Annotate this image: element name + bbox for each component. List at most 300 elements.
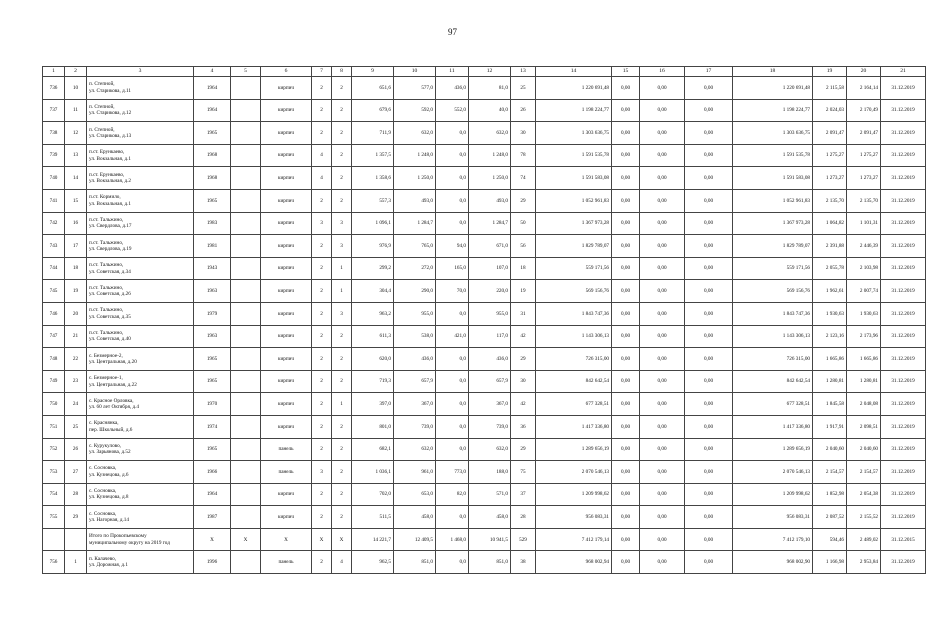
cell-row-number: 753: [43, 461, 65, 484]
cell-total-area: 1 096,1: [352, 212, 394, 235]
cell-budget-amount: 0,00: [640, 506, 685, 529]
cell-deadline-date: 31.12.2019: [881, 551, 926, 574]
address-line-2: ул. Центральная, д.22: [89, 381, 137, 388]
address-line-1: п.ст. Тальжино,: [89, 239, 124, 246]
cell-fund-amount: 0,00: [612, 370, 640, 393]
column-number: 19: [813, 67, 847, 77]
cell-wall-material: кирпич: [261, 189, 312, 212]
cell-budget-amount: 0,00: [640, 122, 685, 145]
cell-deadline-date: 31.12.2019: [881, 415, 926, 438]
cell-residents: 19: [511, 280, 536, 303]
cell-municipal-area: 851,0: [469, 551, 511, 574]
cell-entrances: 2: [332, 144, 352, 167]
cell-private-area: 552,0: [436, 99, 469, 122]
cell-fund-amount: 0,00: [612, 438, 640, 461]
cell-fund-amount: 0,00: [612, 257, 640, 280]
cell-year-built: 1968: [194, 167, 231, 190]
cell-total-cost: 968 002,94: [536, 551, 612, 574]
cell-max-unit-cost: 2 489,02: [847, 528, 881, 551]
cell-year-built: 1964: [194, 99, 231, 122]
cell-wall-material: кирпич: [261, 99, 312, 122]
cell-sub-number: 10: [65, 77, 87, 100]
address-line-1: с. Сосновка,: [89, 488, 117, 495]
cell-residents: 42: [511, 325, 536, 348]
cell-total-area: 611,3: [352, 325, 394, 348]
cell-private-area: 0,0: [436, 438, 469, 461]
cell-total-cost: 1 303 636,75: [536, 122, 612, 145]
cell-residents: 75: [511, 461, 536, 484]
cell-column-5: [231, 212, 261, 235]
cell-budget-amount: 0,00: [640, 438, 685, 461]
cell-municipal-area: 632,0: [469, 122, 511, 145]
cell-row-number: 739: [43, 144, 65, 167]
cell-private-area: 0,0: [436, 122, 469, 145]
cell-deadline-date: 31.12.2019: [881, 438, 926, 461]
cell-address: [87, 528, 194, 551]
table-row: [43, 325, 926, 348]
cell-column-5: [231, 77, 261, 100]
cell-unit-cost: 2 123,16: [813, 325, 847, 348]
cell-residential-area: 538,0: [394, 325, 436, 348]
cell-residents: 29: [511, 438, 536, 461]
table-row: [43, 528, 926, 551]
address-line-2: ул. Дорожная, д.1: [89, 562, 128, 569]
cell-sub-number: 29: [65, 506, 87, 529]
cell-unit-cost: 1 280,81: [813, 370, 847, 393]
cell-budget-amount: 0,00: [640, 370, 685, 393]
cell-max-unit-cost: 1 665,86: [847, 348, 881, 371]
cell-total-area: 651,6: [352, 77, 394, 100]
cell-residents: 74: [511, 167, 536, 190]
cell-sub-number: 24: [65, 393, 87, 416]
column-number: 18: [733, 67, 813, 77]
cell-total-area: 511,5: [352, 506, 394, 529]
cell-column-5: [231, 122, 261, 145]
cell-budget-amount: 0,00: [640, 280, 685, 303]
cell-residents: 36: [511, 415, 536, 438]
cell-wall-material: кирпич: [261, 483, 312, 506]
cell-floors: 2: [312, 483, 332, 506]
cell-fund-amount: 0,00: [612, 461, 640, 484]
cell-residential-area: 961,0: [394, 461, 436, 484]
cell-entrances: 2: [332, 122, 352, 145]
cell-owners-amount: 0,00: [685, 348, 733, 371]
table-row: [43, 167, 926, 190]
cell-floors: 2: [312, 235, 332, 258]
address-line-2: ул. Старикова, д.13: [89, 132, 132, 139]
cell-sub-number: 28: [65, 483, 87, 506]
cell-total-cost: 1 591 535,78: [536, 144, 612, 167]
address-line-2: ул. Зарьянова, д.52: [89, 449, 131, 456]
cell-private-area: 94,0: [436, 235, 469, 258]
cell-max-unit-cost: 1 273,27: [847, 167, 881, 190]
address-line-2: ул. Советская, д.40: [89, 336, 131, 343]
cell-floors: 2: [312, 415, 332, 438]
cell-row-number: 738: [43, 122, 65, 145]
cell-max-unit-cost: 2 953,84: [847, 551, 881, 574]
cell-entrances: 2: [332, 99, 352, 122]
cell-private-area: 0,0: [436, 144, 469, 167]
address-line-1: п.ст. Тальжино,: [89, 284, 124, 291]
cell-total-cost: 559 171,56: [536, 257, 612, 280]
address-line-1: п.ст. Тальжино,: [89, 307, 124, 314]
cell-floors: X: [312, 528, 332, 551]
cell-owners-amount: 0,00: [685, 189, 733, 212]
cell-column-5: [231, 99, 261, 122]
cell-sub-number: 11: [65, 99, 87, 122]
cell-wall-material: кирпич: [261, 393, 312, 416]
cell-wall-material: панель: [261, 461, 312, 484]
cell-owners-amount: 0,00: [685, 438, 733, 461]
cell-municipal-area: 436,0: [469, 348, 511, 371]
cell-budget-amount: 0,00: [640, 167, 685, 190]
cell-deadline-date: 31.12.2019: [881, 167, 926, 190]
cell-total-amount: 1 052 961,83: [733, 189, 813, 212]
address-line-2: пер. Школьный, д.6: [89, 426, 133, 433]
table-row: [43, 280, 926, 303]
cell-private-area: 0,0: [436, 393, 469, 416]
cell-floors: 2: [312, 77, 332, 100]
column-number: 10: [394, 67, 436, 77]
address-line-1: п. Степной,: [89, 126, 115, 133]
cell-sub-number: 26: [65, 438, 87, 461]
cell-wall-material: кирпич: [261, 280, 312, 303]
cell-floors: 4: [312, 144, 332, 167]
cell-owners-amount: 0,00: [685, 393, 733, 416]
cell-residents: 31: [511, 302, 536, 325]
cell-total-area: 397,0: [352, 393, 394, 416]
table-row: [43, 99, 926, 122]
table-row: [43, 302, 926, 325]
cell-year-built: 1963: [194, 280, 231, 303]
cell-budget-amount: 0,00: [640, 77, 685, 100]
cell-total-area: 304,4: [352, 280, 394, 303]
cell-residents: 18: [511, 257, 536, 280]
cell-municipal-area: 657,9: [469, 370, 511, 393]
cell-max-unit-cost: 2 164,14: [847, 77, 881, 100]
cell-wall-material: кирпич: [261, 370, 312, 393]
column-number: 14: [536, 67, 612, 77]
table-row: [43, 551, 926, 574]
cell-address: [87, 348, 194, 371]
cell-max-unit-cost: 2 091,47: [847, 122, 881, 145]
column-number: 12: [469, 67, 511, 77]
cell-total-amount: 1 417 336,80: [733, 415, 813, 438]
cell-row-number: 744: [43, 257, 65, 280]
cell-residential-area: 851,0: [394, 551, 436, 574]
address-line-2: ул. Свердлова, д.17: [89, 223, 132, 230]
cell-sub-number: 22: [65, 348, 87, 371]
cell-fund-amount: 0,00: [612, 348, 640, 371]
cell-residential-area: 1 248,0: [394, 144, 436, 167]
cell-address: [87, 280, 194, 303]
cell-residential-area: 272,0: [394, 257, 436, 280]
cell-floors: 2: [312, 438, 332, 461]
cell-sub-number: 16: [65, 212, 87, 235]
cell-address: [87, 122, 194, 145]
cell-total-area: 14 221,7: [352, 528, 394, 551]
cell-total-cost: 1 591 583,08: [536, 167, 612, 190]
cell-row-number: 748: [43, 348, 65, 371]
cell-total-amount: 1 198 224,77: [733, 99, 813, 122]
cell-unit-cost: 1 273,27: [813, 167, 847, 190]
cell-total-amount: 7 412 179,10: [733, 528, 813, 551]
cell-max-unit-cost: 2 170,49: [847, 99, 881, 122]
cell-column-5: [231, 370, 261, 393]
cell-municipal-area: 671,0: [469, 235, 511, 258]
cell-deadline-date: 31.12.2019: [881, 483, 926, 506]
address-line-1: п.ст. Тальжино,: [89, 216, 124, 223]
cell-municipal-area: 739,0: [469, 415, 511, 438]
address-line-1: п.ст. Ерункаево,: [89, 171, 125, 178]
address-line-1: с. Безмерное-2,: [89, 352, 123, 359]
address-line-1: п.ст. Тальжино,: [89, 262, 124, 269]
cell-floors: 2: [312, 506, 332, 529]
cell-row-number: 743: [43, 235, 65, 258]
cell-max-unit-cost: 2 048,08: [847, 393, 881, 416]
cell-total-amount: 1 843 747,36: [733, 302, 813, 325]
cell-address: [87, 257, 194, 280]
cell-residential-area: 653,0: [394, 483, 436, 506]
cell-residential-area: 367,0: [394, 393, 436, 416]
cell-sub-number: 12: [65, 122, 87, 145]
cell-total-area: 682,1: [352, 438, 394, 461]
cell-floors: 3: [312, 212, 332, 235]
cell-row-number: 740: [43, 167, 65, 190]
cell-fund-amount: 0,00: [612, 506, 640, 529]
address-line-2: муниципальному округу на 2019 год: [89, 539, 170, 546]
cell-entrances: 1: [332, 257, 352, 280]
cell-row-number: 752: [43, 438, 65, 461]
cell-wall-material: кирпич: [261, 415, 312, 438]
cell-budget-amount: 0,00: [640, 325, 685, 348]
cell-owners-amount: 0,00: [685, 506, 733, 529]
cell-residents: 30: [511, 370, 536, 393]
cell-residents: 42: [511, 393, 536, 416]
cell-municipal-area: 367,0: [469, 393, 511, 416]
cell-private-area: 70,0: [436, 280, 469, 303]
cell-sub-number: 13: [65, 144, 87, 167]
cell-column-5: X: [231, 528, 261, 551]
cell-floors: 2: [312, 302, 332, 325]
address-line-1: Итого по Прокопьевскому: [89, 533, 147, 540]
cell-municipal-area: 1 248,0: [469, 144, 511, 167]
cell-wall-material: X: [261, 528, 312, 551]
address-line-2: ул. Нагорная, д.14: [89, 517, 129, 524]
cell-municipal-area: 458,0: [469, 506, 511, 529]
cell-unit-cost: 2 024,03: [813, 99, 847, 122]
cell-fund-amount: 0,00: [612, 235, 640, 258]
address-line-1: п.ст. Тальжино,: [89, 329, 124, 336]
address-line-1: с. Краснянка,: [89, 420, 119, 427]
cell-year-built: 1964: [194, 483, 231, 506]
cell-total-cost: 1 052 961,83: [536, 189, 612, 212]
cell-owners-amount: 0,00: [685, 122, 733, 145]
cell-floors: 2: [312, 257, 332, 280]
cell-sub-number: 18: [65, 257, 87, 280]
cell-residents: 30: [511, 122, 536, 145]
table-row: [43, 461, 926, 484]
cell-owners-amount: 0,00: [685, 551, 733, 574]
cell-unit-cost: 1 845,58: [813, 393, 847, 416]
cell-row-number: 737: [43, 99, 65, 122]
cell-owners-amount: 0,00: [685, 415, 733, 438]
cell-unit-cost: 2 154,57: [813, 461, 847, 484]
cell-budget-amount: 0,00: [640, 189, 685, 212]
cell-municipal-area: 493,0: [469, 189, 511, 212]
cell-column-5: [231, 461, 261, 484]
cell-column-5: [231, 393, 261, 416]
cell-column-5: [231, 280, 261, 303]
cell-sub-number: 25: [65, 415, 87, 438]
cell-unit-cost: 1 275,27: [813, 144, 847, 167]
cell-residential-area: 632,0: [394, 122, 436, 145]
cell-fund-amount: 0,00: [612, 551, 640, 574]
cell-row-number: 750: [43, 393, 65, 416]
cell-column-5: [231, 325, 261, 348]
cell-year-built: 1996: [194, 551, 231, 574]
cell-residential-area: 458,0: [394, 506, 436, 529]
cell-fund-amount: 0,00: [612, 144, 640, 167]
cell-deadline-date: 31.12.2019: [881, 122, 926, 145]
cell-total-area: 719,3: [352, 370, 394, 393]
cell-address: [87, 167, 194, 190]
cell-row-number: 742: [43, 212, 65, 235]
cell-unit-cost: 2 040,60: [813, 438, 847, 461]
cell-sub-number: 20: [65, 302, 87, 325]
cell-address: [87, 483, 194, 506]
table-row: [43, 144, 926, 167]
cell-row-number: 736: [43, 77, 65, 100]
cell-entrances: X: [332, 528, 352, 551]
cell-owners-amount: 0,00: [685, 257, 733, 280]
cell-floors: 2: [312, 348, 332, 371]
cell-total-amount: 1 591 535,78: [733, 144, 813, 167]
column-number-header: [43, 67, 926, 77]
cell-private-area: 0,0: [436, 415, 469, 438]
cell-row-number: [43, 528, 65, 551]
cell-fund-amount: 0,00: [612, 302, 640, 325]
cell-budget-amount: 0,00: [640, 235, 685, 258]
cell-column-5: [231, 438, 261, 461]
cell-owners-amount: 0,00: [685, 280, 733, 303]
cell-owners-amount: 0,00: [685, 528, 733, 551]
column-number: 6: [261, 67, 312, 77]
cell-entrances: 2: [332, 461, 352, 484]
cell-total-area: 1 357,5: [352, 144, 394, 167]
cell-floors: 2: [312, 280, 332, 303]
cell-municipal-area: 571,0: [469, 483, 511, 506]
cell-owners-amount: 0,00: [685, 144, 733, 167]
cell-total-cost: 1 198 224,77: [536, 99, 612, 122]
cell-entrances: 2: [332, 483, 352, 506]
cell-total-amount: 559 171,56: [733, 257, 813, 280]
cell-year-built: 1968: [194, 144, 231, 167]
cell-total-amount: 842 642,54: [733, 370, 813, 393]
cell-sub-number: [65, 528, 87, 551]
cell-year-built: 1987: [194, 506, 231, 529]
cell-budget-amount: 0,00: [640, 99, 685, 122]
cell-column-5: [231, 348, 261, 371]
cell-total-area: 801,0: [352, 415, 394, 438]
cell-max-unit-cost: 2 040,60: [847, 438, 881, 461]
cell-entrances: 2: [332, 348, 352, 371]
cell-floors: 4: [312, 167, 332, 190]
cell-floors: 2: [312, 99, 332, 122]
column-number: 7: [312, 67, 332, 77]
cell-total-area: 557,3: [352, 189, 394, 212]
cell-fund-amount: 0,00: [612, 483, 640, 506]
cell-fund-amount: 0,00: [612, 415, 640, 438]
cell-total-cost: 1 209 998,62: [536, 483, 612, 506]
cell-total-amount: 1 303 636,75: [733, 122, 813, 145]
table-row: [43, 393, 926, 416]
cell-private-area: 773,0: [436, 461, 469, 484]
cell-floors: 2: [312, 122, 332, 145]
cell-owners-amount: 0,00: [685, 302, 733, 325]
cell-unit-cost: 2 391,88: [813, 235, 847, 258]
cell-year-built: 1981: [194, 235, 231, 258]
cell-budget-amount: 0,00: [640, 551, 685, 574]
column-number: 8: [332, 67, 352, 77]
cell-total-amount: 677 328,51: [733, 393, 813, 416]
cell-address: [87, 370, 194, 393]
cell-deadline-date: 31.12.2019: [881, 461, 926, 484]
cell-total-amount: 968 002,90: [733, 551, 813, 574]
cell-residential-area: 1 250,0: [394, 167, 436, 190]
address-line-2: ул. Советская, д.35: [89, 313, 131, 320]
cell-residential-area: 955,0: [394, 302, 436, 325]
cell-private-area: 0,0: [436, 212, 469, 235]
cell-wall-material: кирпич: [261, 348, 312, 371]
cell-floors: 2: [312, 551, 332, 574]
cell-address: [87, 77, 194, 100]
cell-municipal-area: 81,0: [469, 77, 511, 100]
cell-unit-cost: 1 852,98: [813, 483, 847, 506]
column-number: 21: [881, 67, 926, 77]
cell-wall-material: панель: [261, 551, 312, 574]
address-line-1: п. Калачево,: [89, 555, 117, 562]
address-line-2: ул. Советская, д.26: [89, 291, 131, 298]
cell-total-cost: 7 412 179,14: [536, 528, 612, 551]
cell-unit-cost: 2 055,78: [813, 257, 847, 280]
cell-deadline-date: 31.12.2019: [881, 348, 926, 371]
cell-sub-number: 17: [65, 235, 87, 258]
table-row: [43, 77, 926, 100]
cell-municipal-area: 220,0: [469, 280, 511, 303]
cell-wall-material: кирпич: [261, 144, 312, 167]
column-number: 1: [43, 67, 65, 77]
cell-total-area: 962,5: [352, 551, 394, 574]
address-line-2: ул. Вокзальная, д.1: [89, 155, 131, 162]
cell-column-5: [231, 189, 261, 212]
column-number: 15: [612, 67, 640, 77]
cell-row-number: 747: [43, 325, 65, 348]
cell-total-cost: 1 843 747,36: [536, 302, 612, 325]
cell-total-cost: 1 143 306,13: [536, 325, 612, 348]
cell-total-area: 976,9: [352, 235, 394, 258]
cell-residential-area: 436,0: [394, 348, 436, 371]
cell-wall-material: кирпич: [261, 257, 312, 280]
housing-register-table: [42, 66, 926, 574]
cell-residential-area: 657,9: [394, 370, 436, 393]
cell-max-unit-cost: 2 054,38: [847, 483, 881, 506]
cell-total-cost: 1 367 973,28: [536, 212, 612, 235]
cell-deadline-date: 31.12.2015: [881, 528, 926, 551]
cell-owners-amount: 0,00: [685, 370, 733, 393]
cell-fund-amount: 0,00: [612, 77, 640, 100]
cell-total-amount: 956 083,31: [733, 506, 813, 529]
